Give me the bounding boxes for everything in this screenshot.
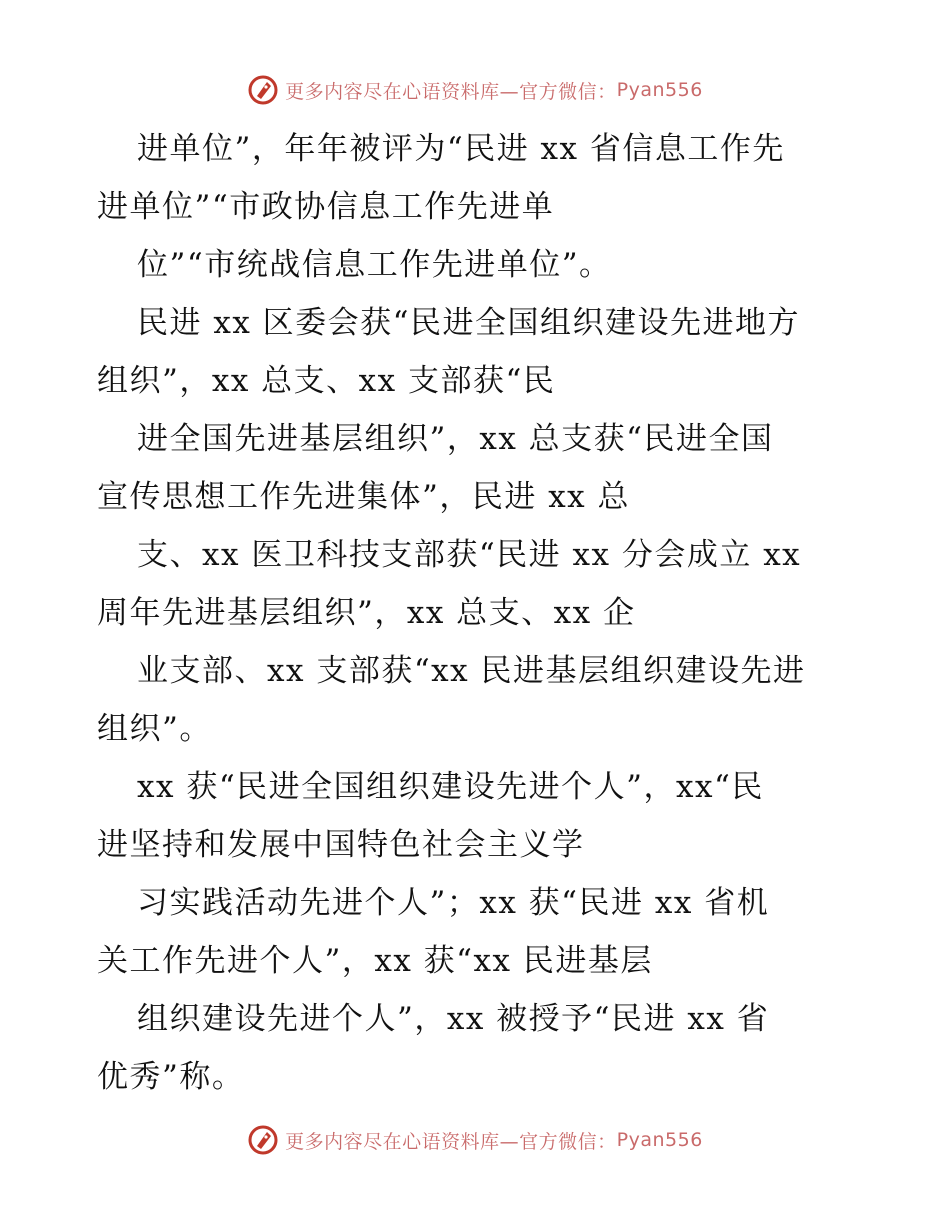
watermark-contact: Pyan556 [616, 79, 703, 101]
watermark-contact: Pyan556 [616, 1129, 703, 1151]
pen-nib-circle-icon [247, 74, 279, 106]
body-line: 优秀”称。 [97, 1059, 245, 1095]
body-line: 习实践活动先进个人”；xx 获“民进 xx 省机 [137, 885, 770, 921]
body-line: 组织建设先进个人”，xx 被授予“民进 xx 省 [137, 1001, 770, 1037]
body-line: 民进 xx 区委会获“民进全国组织建设先进地方 [137, 305, 801, 341]
body-line: 组织”，xx 总支、xx 支部获“民 [97, 363, 556, 399]
body-line: 周年先进基层组织”，xx 总支、xx 企 [97, 595, 636, 631]
body-line: 支、xx 医卫科技支部获“民进 xx 分会成立 xx [137, 537, 802, 573]
body-line: 位”“市统战信息工作先进单位”。 [137, 247, 612, 283]
pen-nib-circle-icon [247, 1124, 279, 1156]
document-body [97, 120, 857, 1106]
body-line: 进全国先进基层组织”，xx 总支获“民进全国 [137, 421, 774, 457]
body-line: 进坚持和发展中国特色社会主义学 [97, 827, 585, 863]
footer-watermark [0, 1120, 950, 1160]
header-watermark [0, 70, 950, 110]
body-line: 进单位”“市政协信息工作先进单 [97, 189, 555, 225]
body-line: 宣传思想工作先进集体”，民进 xx 总 [97, 479, 631, 515]
body-line: xx 获“民进全国组织建设先进个人”，xx“民 [137, 769, 764, 805]
watermark-text: 更多内容尽在心语资料库—官方微信： [285, 80, 617, 103]
body-line: 关工作先进个人”，xx 获“xx 民进基层 [97, 943, 653, 979]
body-line: 业支部、xx 支部获“xx 民进基层组织建设先进 [137, 653, 806, 689]
watermark-text: 更多内容尽在心语资料库—官方微信： [285, 1130, 617, 1153]
body-line: 进单位”，年年被评为“民进 xx 省信息工作先 [137, 131, 785, 167]
body-line: 组织”。 [97, 711, 212, 747]
